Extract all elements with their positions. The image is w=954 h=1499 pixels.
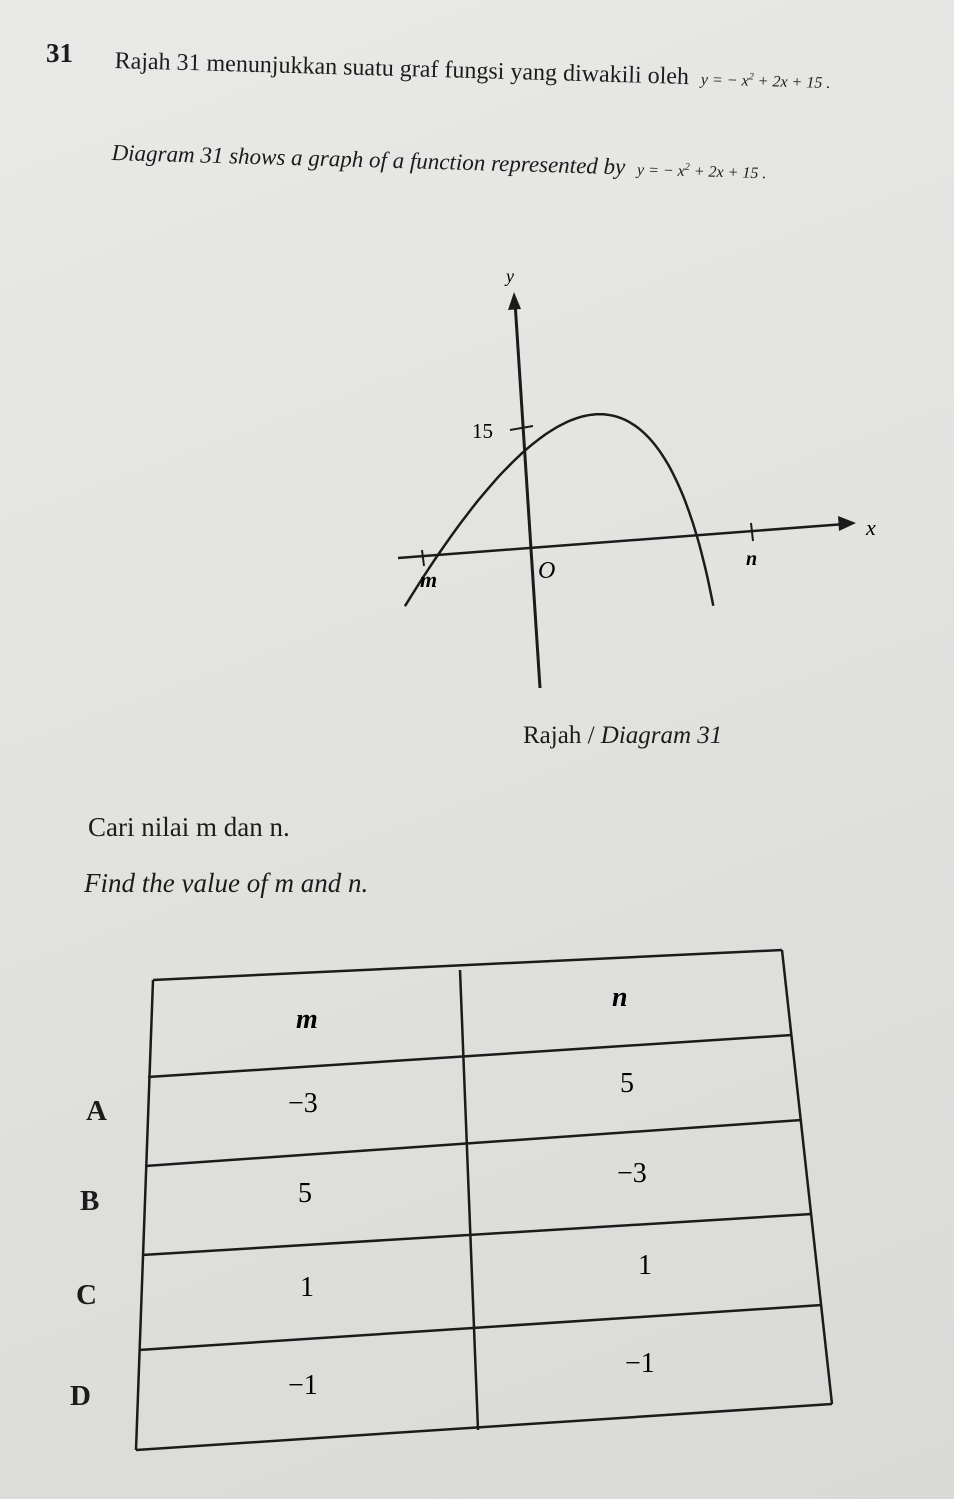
equation-rhs: + 2x + 15 . bbox=[689, 163, 767, 183]
parabola-curve bbox=[405, 414, 713, 606]
equation-lhs: y = − x bbox=[636, 161, 685, 181]
row-separator-a bbox=[145, 1120, 802, 1166]
option-a-label: A bbox=[86, 1095, 107, 1127]
caption-italic: Diagram 31 bbox=[600, 722, 723, 749]
intercept-label: 15 bbox=[472, 419, 493, 443]
caption-plain: Rajah / bbox=[523, 722, 601, 749]
equation-malay bbox=[701, 71, 831, 92]
row-separator-b bbox=[142, 1214, 812, 1255]
row-c-n: 1 bbox=[638, 1250, 652, 1281]
table-top-border bbox=[153, 950, 782, 980]
prompt-english: Find the value of m and n. bbox=[84, 868, 369, 898]
equation-power: 2 bbox=[684, 161, 691, 173]
equation-english bbox=[637, 162, 767, 183]
table-left-border bbox=[136, 980, 153, 1450]
x-axis bbox=[398, 524, 845, 558]
question-text-english bbox=[111, 140, 767, 184]
row-a-m: −3 bbox=[288, 1088, 318, 1119]
option-d-label: D bbox=[70, 1380, 91, 1412]
row-b-m: 5 bbox=[298, 1178, 312, 1209]
row-d-n: −1 bbox=[625, 1348, 655, 1379]
row-c-m: 1 bbox=[300, 1272, 314, 1303]
row-b-n: −3 bbox=[617, 1158, 647, 1189]
x-axis-label: x bbox=[866, 515, 876, 540]
y-axis-arrowhead bbox=[508, 292, 521, 310]
x-axis-arrowhead bbox=[838, 516, 856, 531]
option-b-label: B bbox=[80, 1185, 100, 1217]
y-axis bbox=[515, 302, 540, 688]
equation-lhs: y = − x bbox=[700, 71, 749, 90]
option-c-label: C bbox=[76, 1279, 97, 1311]
question-english-prefix: Diagram 31 shows a graph of a function represented by bbox=[111, 140, 626, 180]
row-a-n: 5 bbox=[620, 1068, 634, 1099]
header-n: n bbox=[612, 982, 628, 1013]
function-graph bbox=[370, 260, 876, 700]
table-bottom-border bbox=[136, 1404, 832, 1450]
tick-15 bbox=[510, 426, 533, 430]
question-number: 31 bbox=[46, 38, 73, 68]
header-m: m bbox=[296, 1004, 318, 1035]
equation-power: 2 bbox=[748, 71, 754, 83]
origin-label: O bbox=[538, 558, 556, 584]
tick-m bbox=[422, 550, 424, 566]
root-left-label: m bbox=[420, 567, 438, 592]
equation-rhs: + 2x + 15 . bbox=[753, 72, 831, 92]
question-text-malay bbox=[114, 48, 831, 95]
row-separator-c bbox=[139, 1305, 822, 1350]
prompt-malay: Cari nilai m dan n. bbox=[88, 812, 290, 842]
question-malay-prefix: Rajah 31 menunjukkan suatu graf fungsi yang diwakili oleh bbox=[114, 48, 690, 91]
y-axis-label: y bbox=[506, 266, 514, 286]
diagram-caption bbox=[523, 722, 722, 750]
answer-table bbox=[120, 930, 850, 1470]
tick-n bbox=[751, 523, 753, 541]
root-right-label: n bbox=[746, 548, 758, 570]
row-separator-header bbox=[148, 1035, 792, 1077]
table-right-border bbox=[782, 950, 832, 1404]
row-d-m: −1 bbox=[288, 1370, 318, 1401]
table-middle-divider bbox=[460, 970, 478, 1430]
